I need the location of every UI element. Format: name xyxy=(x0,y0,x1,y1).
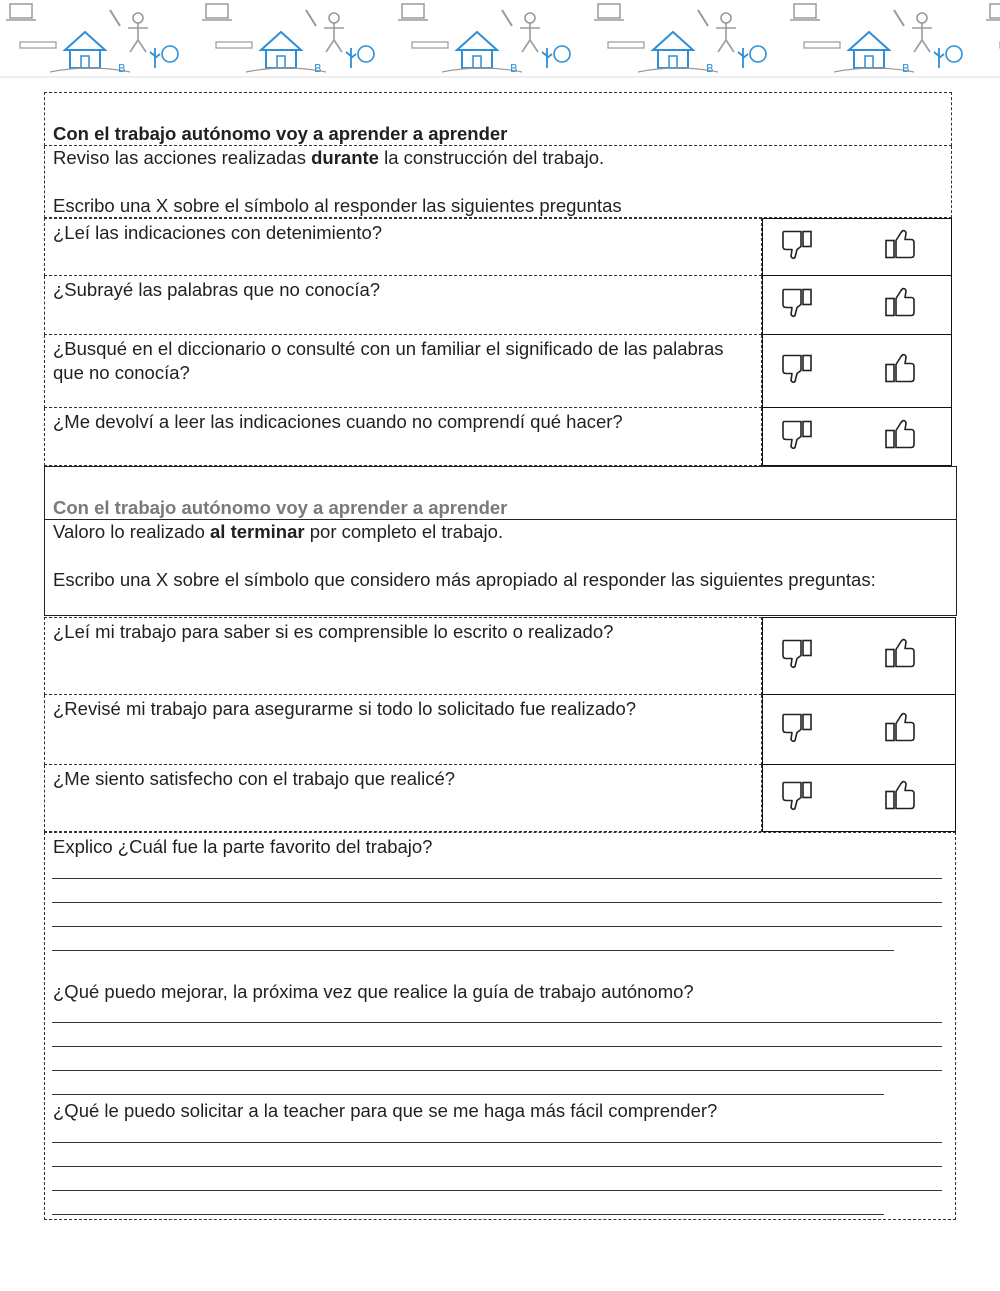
section2-instruction: Escribo una X sobre el símbolo que considero más apropiado al responder las siguientes preguntas: xyxy=(53,569,876,590)
question-row xyxy=(44,218,952,276)
doodle-banner xyxy=(0,0,1000,78)
section2-intro-pre: Valoro lo realizado xyxy=(53,521,210,542)
answer-cell xyxy=(762,335,952,408)
thumbs-down-icon[interactable] xyxy=(781,711,815,748)
answer-cell xyxy=(762,276,952,335)
thumbs-down-icon[interactable] xyxy=(781,353,815,390)
question-text: ¿Me siento satisfecho con el trabajo que realicé? xyxy=(44,765,762,832)
question-text: ¿Subrayé las palabras que no conocía? xyxy=(44,276,762,335)
section2-intro-bold: al terminar xyxy=(210,521,305,542)
question-row xyxy=(44,617,956,695)
section2-intro-post: por completo el trabajo. xyxy=(304,521,504,542)
answer-line[interactable] xyxy=(52,902,942,903)
thumbs-down-icon[interactable] xyxy=(781,287,815,324)
question-row xyxy=(44,695,956,765)
section1-intro xyxy=(44,146,952,218)
banner-illustration xyxy=(0,0,1000,78)
answer-line[interactable] xyxy=(52,950,894,951)
question-text: ¿Busqué en el diccionario o consulté con un familiar el significado de las palabras que no conocía? xyxy=(44,335,762,408)
thumbs-up-icon[interactable] xyxy=(883,353,917,390)
section1-title xyxy=(44,92,952,146)
question-text: ¿Revisé mi trabajo para asegurarme si todo lo solicitado fue realizado? xyxy=(44,695,762,765)
thumbs-up-icon[interactable] xyxy=(883,287,917,324)
question-row xyxy=(44,765,956,832)
letter-b-icon: B xyxy=(314,62,322,75)
open-question: ¿Qué le puedo solicitar a la teacher para que se me haga más fácil comprender? xyxy=(53,1100,718,1121)
letter-b-icon: B xyxy=(902,62,910,75)
answer-line[interactable] xyxy=(52,1022,942,1023)
section2-intro xyxy=(44,520,957,616)
thumbs-up-icon[interactable] xyxy=(883,638,917,675)
question-text: ¿Me devolví a leer las indicaciones cuando no comprendí qué hacer? xyxy=(44,408,762,466)
letter-b-icon: B xyxy=(706,62,714,75)
answer-cell xyxy=(762,695,956,765)
answer-cell xyxy=(762,408,952,466)
thumbs-up-icon[interactable] xyxy=(883,711,917,748)
thumbs-down-icon[interactable] xyxy=(781,418,815,455)
answer-line[interactable] xyxy=(52,1166,942,1167)
question-text: ¿Leí mi trabajo para saber si es comprensible lo escrito o realizado? xyxy=(44,617,762,695)
answer-cell xyxy=(762,765,956,832)
section1-intro-line xyxy=(53,146,943,170)
thumbs-up-icon[interactable] xyxy=(883,418,917,455)
question-text: ¿Leí las indicaciones con detenimiento? xyxy=(44,218,762,276)
letter-b-icon: B xyxy=(118,62,126,75)
thumbs-down-icon[interactable] xyxy=(781,780,815,817)
section2-title xyxy=(44,466,957,520)
thumbs-up-icon[interactable] xyxy=(883,780,917,817)
open-question: Explico ¿Cuál fue la parte favorito del trabajo? xyxy=(53,836,433,857)
open-questions-box xyxy=(44,832,956,1220)
thumbs-down-icon[interactable] xyxy=(781,638,815,675)
answer-line[interactable] xyxy=(52,926,942,927)
section2-intro-line xyxy=(53,520,948,544)
open-question: ¿Qué puedo mejorar, la próxima vez que realice la guía de trabajo autónomo? xyxy=(53,981,694,1002)
answer-line[interactable] xyxy=(52,1142,942,1143)
answer-line[interactable] xyxy=(52,878,942,879)
answer-line[interactable] xyxy=(52,1070,942,1071)
letter-b-icon: B xyxy=(510,62,518,75)
question-row xyxy=(44,335,952,408)
section1-intro-post: la construcción del trabajo. xyxy=(378,147,605,168)
section1-instruction: Escribo una X sobre el símbolo al responder las siguientes preguntas xyxy=(53,195,622,216)
question-row xyxy=(44,276,952,335)
answer-line[interactable] xyxy=(52,1046,942,1047)
section1-title-text: Con el trabajo autónomo voy a aprender a aprender xyxy=(53,123,508,144)
answer-line[interactable] xyxy=(52,1214,884,1215)
section2-title-text: Con el trabajo autónomo voy a aprender a aprender xyxy=(53,497,508,518)
banner-background xyxy=(0,0,1000,78)
thumbs-up-icon[interactable] xyxy=(883,229,917,266)
answer-cell xyxy=(762,218,952,276)
question-row xyxy=(44,408,952,466)
answer-cell xyxy=(762,617,956,695)
answer-line[interactable] xyxy=(52,1190,942,1191)
thumbs-down-icon[interactable] xyxy=(781,229,815,266)
answer-line[interactable] xyxy=(52,1094,884,1095)
section1-intro-bold: durante xyxy=(311,147,379,168)
section1-intro-pre: Reviso las acciones realizadas xyxy=(53,147,312,168)
